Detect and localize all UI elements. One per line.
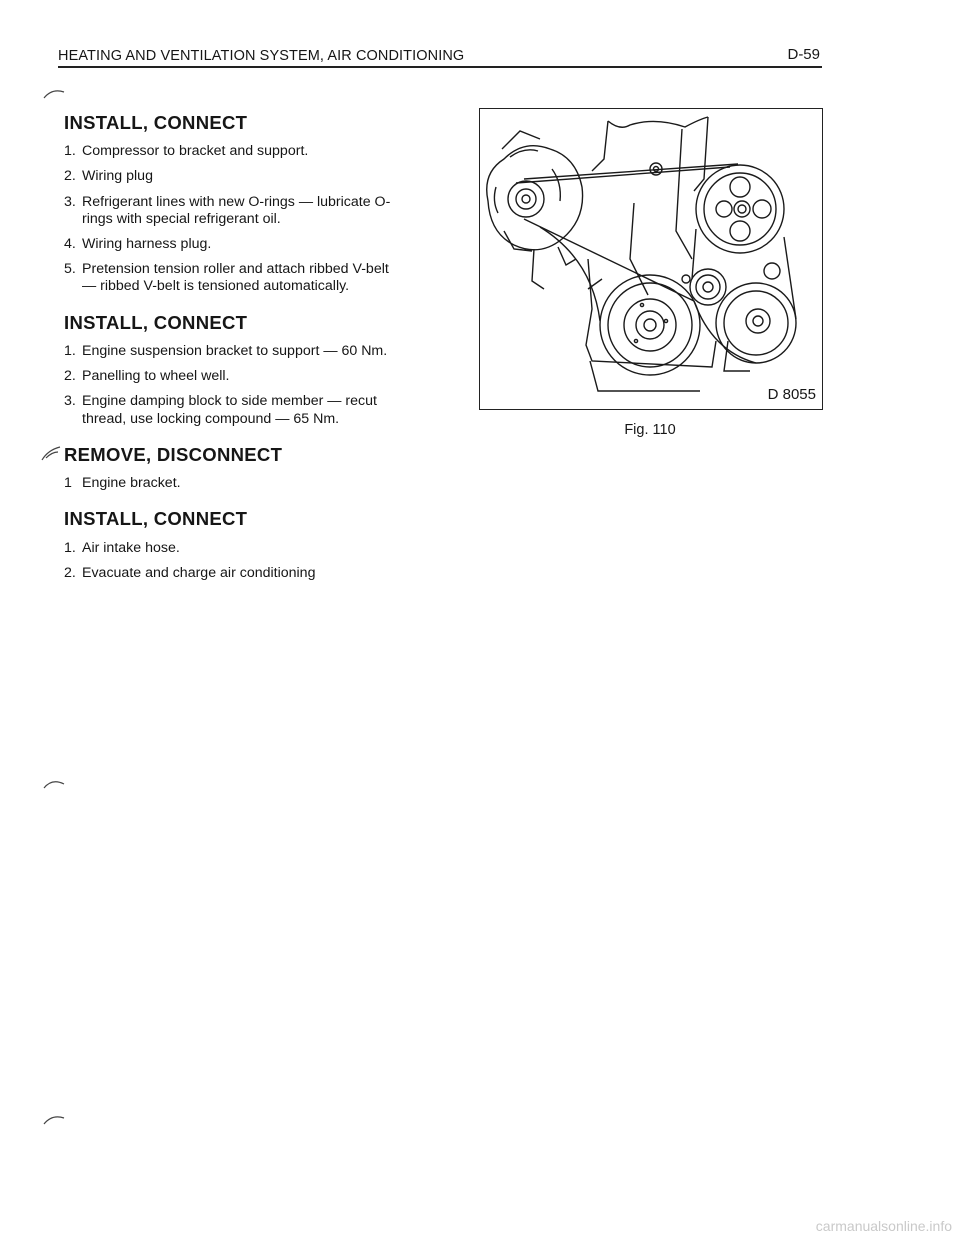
procedure-column [64,112,404,590]
section-install-connect-1 [64,112,404,296]
step-number: 1. [64,342,76,359]
list-item [64,343,404,360]
list-item [64,540,404,557]
list-item [64,194,404,228]
step-number: 1. [64,539,76,556]
section-remove-disconnect [64,444,404,492]
list-item [64,261,404,295]
section-heading: INSTALL, CONNECT [64,508,248,530]
belt-drive-illustration [480,109,823,410]
step-list [64,143,404,295]
section-install-connect-3 [64,508,404,582]
step-list [64,540,404,582]
step-text: Wiring harness plug. [82,236,212,253]
list-item [64,143,404,160]
step-text: Wiring plug [82,168,153,185]
step-number: 2. [64,368,76,385]
step-number: 3. [64,393,76,410]
step-text: Air intake hose. [82,539,180,556]
list-item [64,168,404,185]
list-item [64,236,404,253]
section-install-connect-2 [64,312,404,428]
page-header [58,46,822,68]
margin-mark [42,776,68,790]
section-heading: INSTALL, CONNECT [64,311,248,333]
margin-mark [40,444,66,462]
margin-mark [42,1112,68,1126]
step-number: 2. [64,564,76,581]
step-number: 1. [64,143,76,160]
step-list [64,343,404,428]
section-heading: REMOVE, DISCONNECT [64,443,283,465]
step-number: 1 [64,475,72,492]
figure-code: D 8055 [767,386,816,403]
list-item [64,475,404,492]
figure-caption: Fig. 110 [624,422,676,438]
page-number: D-59 [787,46,820,63]
step-text: Refrigerant lines with new O-rings — lubricate O-rings with special refrigerant oil. [82,193,391,227]
step-number: 2. [64,168,76,185]
step-list [64,475,404,492]
step-number: 4. [64,236,76,253]
engine-belt-figure [479,108,823,410]
step-text: Engine damping block to side member — recut thread, use locking compound — 65 Nm. [82,393,377,427]
step-number: 3. [64,193,76,210]
step-text: Panelling to wheel well. [82,368,230,385]
header-title: HEATING AND VENTILATION SYSTEM, AIR CONDITIONING [58,48,465,64]
margin-mark [42,86,68,100]
step-text: Pretension tension roller and attach ribbed V-belt — ribbed V-belt is tensioned automatically. [82,261,389,295]
step-text: Compressor to bracket and support. [82,143,309,160]
watermark-footer: carmanualsonline.info [815,1218,952,1234]
step-text: Engine bracket. [82,475,181,492]
list-item [64,393,404,427]
section-heading: INSTALL, CONNECT [64,112,248,133]
list-item [64,368,404,385]
step-text: Engine suspension bracket to support — 60 Nm. [82,342,388,359]
list-item [64,565,404,582]
step-text: Evacuate and charge air conditioning [82,564,316,581]
step-number: 5. [64,261,76,278]
